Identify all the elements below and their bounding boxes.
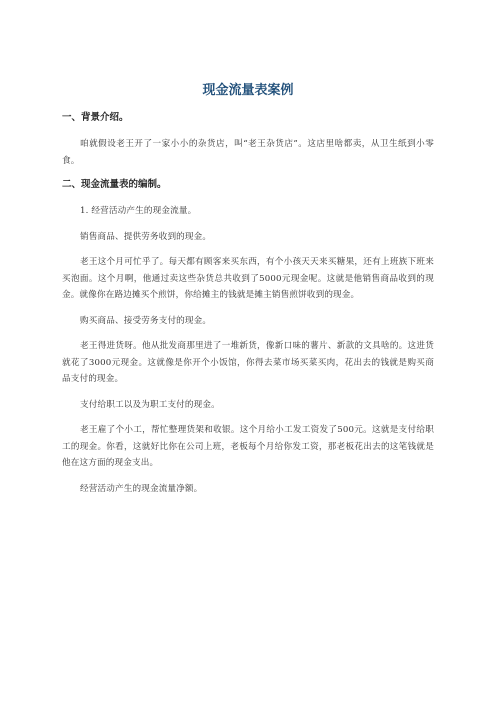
item-operating-net-cash-flow: 经营活动产生的现金流量净额。 bbox=[80, 483, 203, 494]
section-heading-compilation: 二、现金流量表的编制。 bbox=[62, 179, 167, 190]
paragraph-background: 咱就假设老王开了一家小小的杂货店，叫“老王杂货店”。这店里啥都卖，从卫生纸到小零食。 bbox=[62, 139, 434, 166]
subheading-operating-activities: 1. 经营活动产生的现金流量。 bbox=[80, 206, 197, 216]
paragraph-employee: 老王雇了个小工，帮忙整理货架和收银。这个月给小工发工资发了500元。这就是支付给职工的现金。你看，这就好比你在公司上班，老板每个月给你发工资，那老板花出去的这笔钱就是他在这方面的现金支出。 bbox=[62, 425, 434, 468]
item-purchase-cash-paid: 购买商品、接受劳务支付的现金。 bbox=[80, 315, 212, 326]
item-sales-cash-received: 销售商品、提供劳务收到的现金。 bbox=[80, 231, 212, 242]
paragraph-purchase: 老王得进货呀。他从批发商那里进了一堆新货，像新口味的薯片、新款的文具啥的。这进货就花了3000元现金。这就像是你开个小饭馆，你得去菜市场买菜买肉，花出去的钱就是购买商品支付的现金。 bbox=[62, 341, 434, 384]
document-page bbox=[62, 82, 434, 506]
section-heading-background: 一、背景介绍。 bbox=[62, 112, 129, 123]
document-title: 现金流量表案例 bbox=[202, 83, 294, 98]
paragraph-sales: 老王这个月可忙乎了。每天都有顾客来买东西，有个小孩天天来买糖果，还有上班族下班来买泡面。这个月啊，他通过卖这些杂货总共收到了5000元现金呢。这就是他销售商品收到的现金。就像你在路边摊买个煎饼，你给摊主的钱就是摊主销售煎饼收到的现金。 bbox=[62, 257, 434, 300]
item-employee-cash-paid: 支付给职工以及为职工支付的现金。 bbox=[80, 399, 220, 410]
